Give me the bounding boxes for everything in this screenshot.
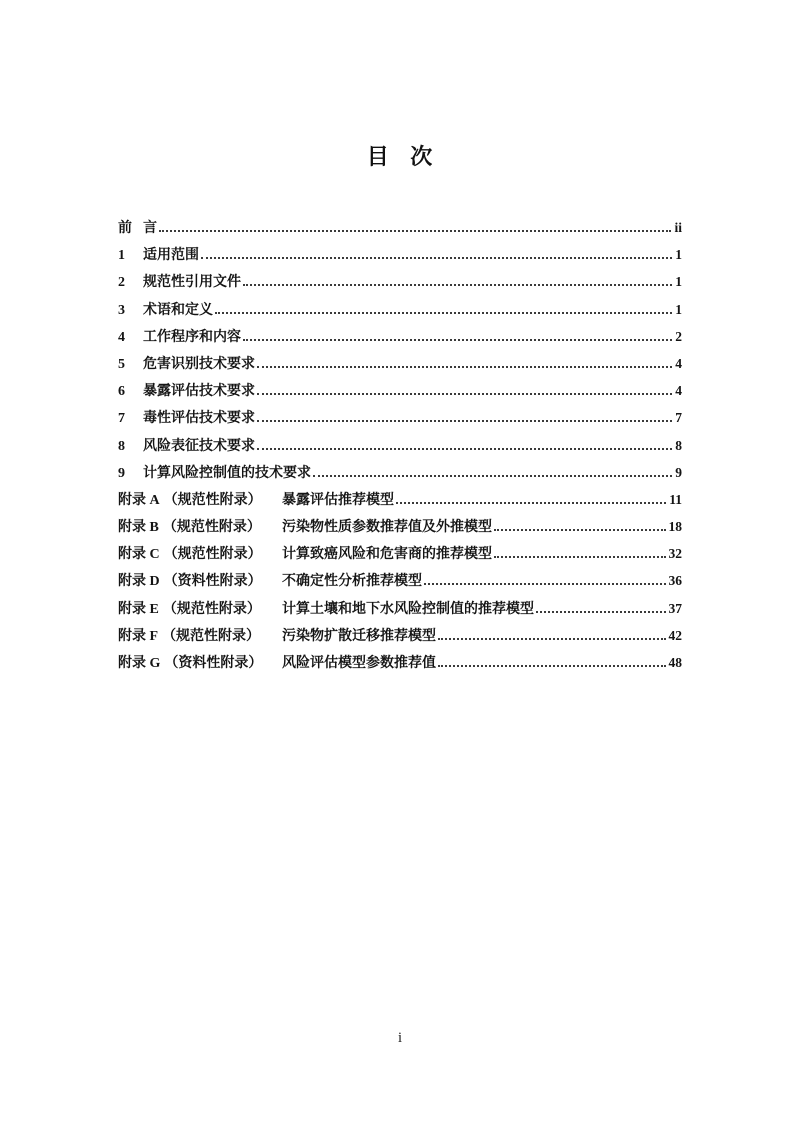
toc-entry-page-number: 1	[675, 301, 682, 317]
toc-entry-number: 6	[118, 384, 125, 400]
dot-leader	[313, 472, 672, 477]
toc-entry-title: 风险评估模型参数推荐值	[282, 656, 436, 671]
toc-entry-title: 风险表征技术要求	[143, 438, 255, 454]
dot-leader	[215, 309, 672, 314]
toc-entry-title: 暴露评估技术要求	[143, 384, 255, 400]
toc-entry-title: 计算致癌风险和危害商的推荐模型	[282, 547, 492, 563]
toc-entry-number: 前	[118, 221, 132, 236]
toc-entry	[118, 649, 682, 676]
toc-entry-title: 计算土壤和地下水风险控制值的推荐模型	[282, 601, 534, 617]
toc-entry-title: 工作程序和内容	[143, 329, 241, 345]
toc-entry	[118, 459, 682, 486]
toc-entry-title: 计算风险控制值的技术要求	[143, 465, 311, 481]
toc-entry-number: 2	[118, 275, 125, 291]
toc-entry-page-number: 4	[675, 383, 682, 399]
toc-entry-title: 危害识别技术要求	[143, 356, 255, 372]
toc-entry-number: 附录 D	[118, 574, 160, 590]
toc-entry-number: 4	[118, 329, 125, 345]
toc-entry-appendix-label	[118, 568, 282, 595]
toc-entry-kind: （规范性附录）	[162, 520, 261, 536]
toc-entry-number: 7	[118, 411, 125, 427]
toc-entry-kind: （规范性附录）	[162, 601, 261, 617]
page-title: 目 次	[366, 144, 434, 169]
toc-entry-title: 污染物扩散迁移推荐模型	[282, 628, 436, 644]
toc-entry-page-number: ii	[674, 220, 682, 235]
dot-leader	[494, 526, 666, 531]
toc-entry-appendix-label	[118, 596, 282, 623]
dot-leader	[159, 227, 671, 232]
toc-entry	[118, 268, 682, 295]
toc-entry-number: 9	[118, 465, 125, 481]
toc-entry	[118, 323, 682, 350]
toc-entry-page-number: 36	[668, 573, 682, 589]
dot-leader	[257, 363, 672, 368]
dot-leader	[536, 608, 666, 613]
toc-entry-title: 暴露评估推荐模型	[282, 492, 394, 508]
toc-entry-page-number: 8	[675, 437, 682, 453]
toc-entry-title: 言	[143, 221, 157, 236]
toc-entry-page-number: 11	[669, 491, 682, 507]
toc-entry-title: 适用范围	[143, 248, 199, 264]
toc-entry-title: 污染物性质参数推荐值及外推模型	[282, 520, 492, 536]
toc-entry-number: 附录 C	[118, 547, 160, 563]
toc-entry-page-number: 4	[675, 355, 682, 371]
toc-entry-page-number: 32	[668, 546, 682, 562]
toc-entry-page-number: 48	[668, 655, 682, 670]
toc-entry-number: 附录 B	[118, 520, 159, 536]
dot-leader	[424, 580, 666, 585]
toc-entry-number: 1	[118, 248, 125, 264]
toc-entry-appendix-label	[118, 541, 282, 568]
toc-entry-appendix-label	[118, 514, 282, 541]
toc-entry-kind: （资料性附录）	[164, 656, 263, 671]
dot-leader	[257, 445, 672, 450]
toc-entry-page-number: 1	[675, 274, 682, 290]
dot-leader	[494, 553, 666, 558]
dot-leader	[257, 390, 672, 395]
toc-list	[118, 214, 682, 676]
toc-entry-page-number: 42	[668, 627, 682, 643]
dot-leader	[438, 635, 666, 640]
toc-entry	[118, 513, 682, 540]
toc-entry-appendix-label	[118, 487, 282, 514]
toc-entry	[118, 622, 682, 649]
toc-entry-number: 附录 E	[118, 601, 159, 617]
toc-entry-page-number: 9	[675, 464, 682, 480]
toc-entry-page-number: 2	[675, 328, 682, 344]
toc-entry	[118, 214, 682, 241]
toc-entry-kind: （规范性附录）	[163, 547, 262, 563]
dot-leader	[201, 254, 672, 259]
toc-entry-number: 3	[118, 302, 125, 318]
toc-entry-page-number: 18	[668, 519, 682, 535]
toc-entry-appendix-label	[118, 623, 282, 650]
toc-entry	[118, 404, 682, 431]
toc-entry-number: 附录 G	[118, 656, 161, 671]
toc-entry-kind: （规范性附录）	[163, 492, 262, 508]
footer-page-number: i	[397, 1030, 403, 1046]
toc-entry-number: 附录 F	[118, 628, 159, 644]
dot-leader	[396, 499, 666, 504]
toc-entry	[118, 595, 682, 622]
dot-leader	[243, 336, 672, 341]
toc-entry-kind: （资料性附录）	[163, 574, 262, 590]
toc-entry-page-number: 1	[675, 247, 682, 263]
toc-entry-title: 术语和定义	[143, 302, 213, 318]
toc-entry	[118, 296, 682, 323]
toc-entry	[118, 567, 682, 594]
dot-leader	[438, 662, 666, 667]
toc-entry	[118, 540, 682, 567]
toc-entry-appendix-label	[118, 650, 282, 677]
toc-entry-title: 规范性引用文件	[143, 275, 241, 291]
toc-entry	[118, 241, 682, 268]
toc-entry-kind: （规范性附录）	[162, 628, 261, 644]
dot-leader	[257, 417, 672, 422]
toc-entry-title: 不确定性分析推荐模型	[282, 574, 422, 590]
toc-entry	[118, 432, 682, 459]
toc-entry-page-number: 37	[668, 600, 682, 616]
toc-entry-title: 毒性评估技术要求	[143, 411, 255, 427]
toc-entry-number: 附录 A	[118, 492, 160, 508]
toc-entry-number: 5	[118, 356, 125, 372]
toc-entry-page-number: 7	[675, 410, 682, 426]
dot-leader	[243, 281, 672, 286]
toc-entry	[118, 377, 682, 404]
toc-entry	[118, 486, 682, 513]
toc-entry	[118, 350, 682, 377]
toc-entry-number: 8	[118, 438, 125, 454]
